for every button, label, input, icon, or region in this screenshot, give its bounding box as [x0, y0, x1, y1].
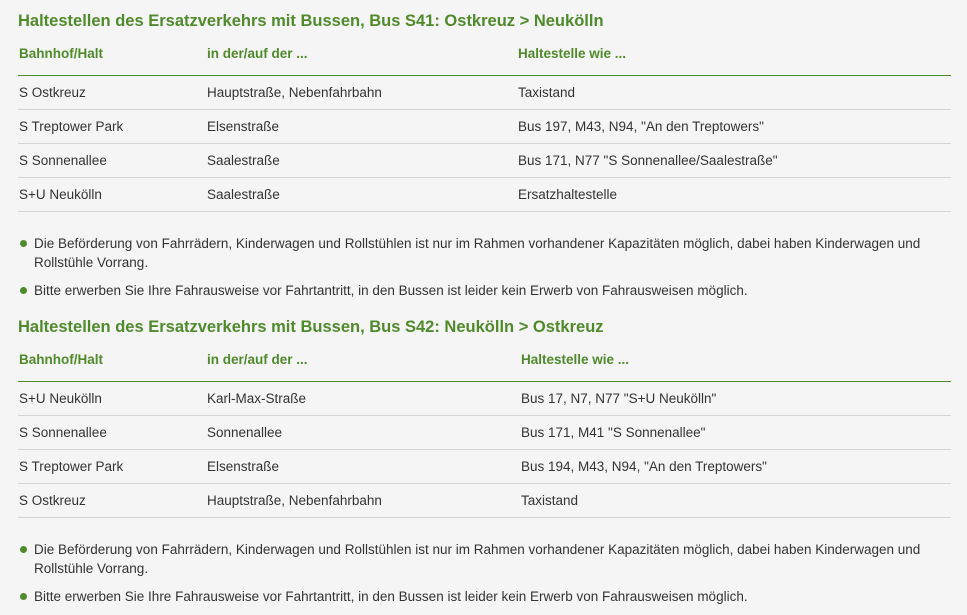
cell-stop: Bus 17, N7, N77 "S+U Neukölln": [520, 382, 951, 416]
table-row: [18, 382, 951, 416]
column-header-station: Bahnhof/Halt: [18, 348, 206, 382]
column-header-station: Bahnhof/Halt: [18, 42, 206, 76]
cell-station: S Ostkreuz: [18, 484, 206, 518]
cell-stop: Bus 194, M43, N94, "An den Treptowers": [520, 450, 951, 484]
cell-street: Sonnenallee: [206, 416, 520, 450]
cell-stop: Bus 197, M43, N94, "An den Treptowers": [517, 110, 951, 144]
bullet-icon: [20, 546, 27, 553]
table-row: [18, 450, 951, 484]
table-row: [18, 178, 951, 212]
cell-station: S+U Neukölln: [18, 382, 206, 416]
cell-street: Hauptstraße, Nebenfahrbahn: [206, 76, 517, 110]
list-item: [18, 281, 939, 300]
cell-street: Elsenstraße: [206, 450, 520, 484]
bullet-icon: [20, 287, 27, 294]
cell-stop: Bus 171, M41 "S Sonnenallee": [520, 416, 951, 450]
list-item: [18, 234, 939, 272]
table-row: [18, 76, 951, 110]
list-item: [18, 587, 939, 606]
content-panel: [3, 0, 964, 607]
cell-station: S+U Neukölln: [18, 178, 206, 212]
cell-street: Hauptstraße, Nebenfahrbahn: [206, 484, 520, 518]
note-text: Die Beförderung von Fahrrädern, Kinderwagen und Rollstühlen ist nur im Rahmen vorhandener Kapazitäten möglich, dabei haben Kinderwagen und Rollstühle Vorrang.: [34, 542, 921, 576]
section-s42: [18, 316, 951, 615]
cell-station: S Treptower Park: [18, 450, 206, 484]
notes-list-s42: [18, 540, 951, 606]
cell-stop: Taxistand: [517, 76, 951, 110]
cell-stop: Ersatzhaltestelle: [517, 178, 951, 212]
list-item: [18, 540, 939, 578]
stops-table-s41: [18, 42, 951, 212]
cell-station: S Ostkreuz: [18, 76, 206, 110]
table-row: [18, 110, 951, 144]
table-row: [18, 416, 951, 450]
column-header-stop: Haltestelle wie ...: [520, 348, 951, 382]
table-header-row: [18, 348, 951, 382]
bullet-icon: [20, 593, 27, 600]
cell-stop: Bus 171, N77 "S Sonnenallee/Saalestraße": [517, 144, 951, 178]
table-header-row: [18, 42, 951, 76]
notes-list-s41: [18, 234, 951, 300]
cell-street: Elsenstraße: [206, 110, 517, 144]
column-header-street: in der/auf der ...: [206, 348, 520, 382]
section-s41: [18, 10, 951, 309]
bullet-icon: [20, 240, 27, 247]
cell-station: S Treptower Park: [18, 110, 206, 144]
section-title-s42: Haltestellen des Ersatzverkehrs mit Bussen, Bus S42: Neukölln > Ostkreuz: [18, 318, 604, 336]
column-header-street: in der/auf der ...: [206, 42, 517, 76]
cell-street: Saalestraße: [206, 144, 517, 178]
note-text: Die Beförderung von Fahrrädern, Kinderwagen und Rollstühlen ist nur im Rahmen vorhandener Kapazitäten möglich, dabei haben Kinderwagen und Rollstühle Vorrang.: [34, 236, 921, 270]
column-header-stop: Haltestelle wie ...: [517, 42, 951, 76]
cell-stop: Taxistand: [520, 484, 951, 518]
note-text: Bitte erwerben Sie Ihre Fahrausweise vor Fahrtantritt, in den Bussen ist leider kein Erwerb von Fahrausweisen möglich.: [34, 283, 748, 298]
table-row: [18, 484, 951, 518]
section-title-s41: Haltestellen des Ersatzverkehrs mit Bussen, Bus S41: Ostkreuz > Neukölln: [18, 12, 604, 30]
cell-station: S Sonnenallee: [18, 416, 206, 450]
table-row: [18, 144, 951, 178]
cell-station: S Sonnenallee: [18, 144, 206, 178]
cell-street: Saalestraße: [206, 178, 517, 212]
cell-street: Karl-Max-Straße: [206, 382, 520, 416]
stops-table-s42: [18, 348, 951, 518]
note-text: Bitte erwerben Sie Ihre Fahrausweise vor Fahrtantritt, in den Bussen ist leider kein Erwerb von Fahrausweisen möglich.: [34, 589, 748, 604]
